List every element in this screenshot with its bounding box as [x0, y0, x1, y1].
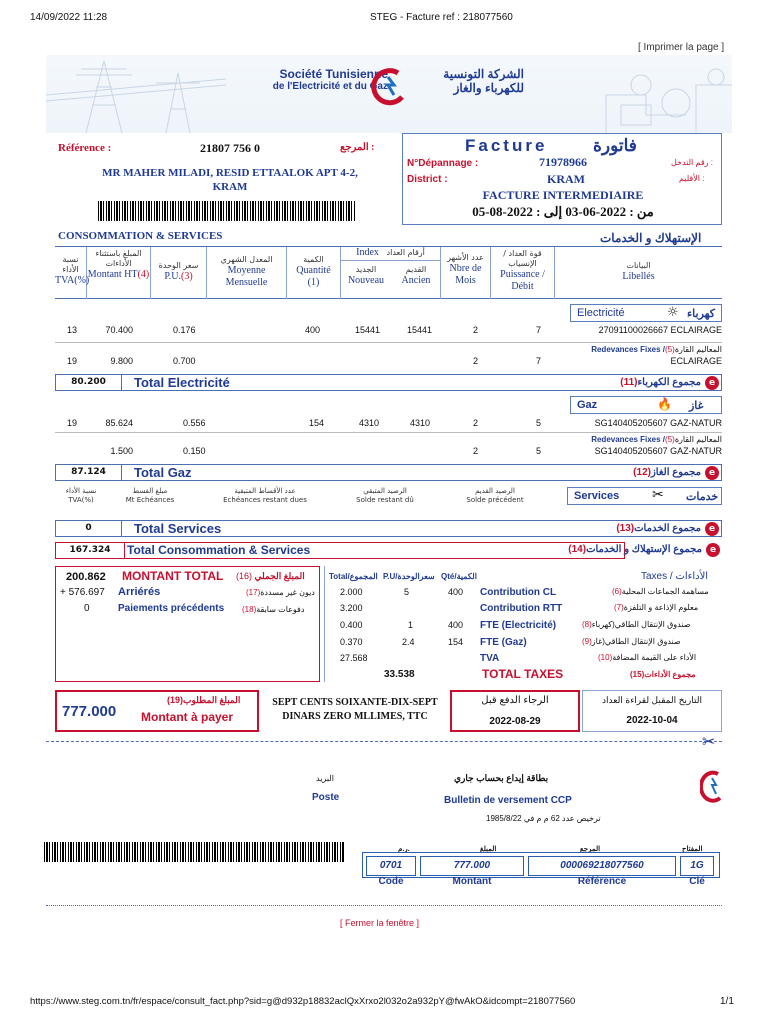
- th-ancien-ar: القديم: [405, 265, 427, 274]
- taxes-row: [324, 603, 722, 619]
- th-index-fr: Index: [356, 247, 379, 258]
- logo-fr-line1: Société Tunisienne: [279, 67, 388, 81]
- redevances-ar: المعاليم القارة: [674, 435, 722, 444]
- total-conso-value: 167.324: [55, 542, 125, 559]
- th-ancien-fr: Ancien: [401, 275, 431, 286]
- logo-fr-line2: de l'Electricité et du Gaz: [272, 81, 388, 92]
- invoice-box: [402, 133, 722, 225]
- total-conso-label-box: [125, 542, 625, 559]
- th-puissance-fr: Puissance / Débit: [500, 269, 545, 292]
- code-label: Code: [378, 876, 404, 887]
- customer-address: [70, 166, 390, 194]
- lightbulb-icon: ☼: [667, 305, 679, 320]
- district-label-ar: الأقليم :: [679, 174, 705, 183]
- th-puissance-ar: قوة العداد / الإنسياب: [503, 249, 542, 268]
- cell-libelle: SG140405205607 GAZ-NATUR: [594, 418, 722, 428]
- redevances-ar: المعاليم القارة: [674, 345, 722, 354]
- montant-a-payer-box: [55, 690, 259, 732]
- th-nouveau-fr: Nouveau: [347, 275, 385, 286]
- total-electricite-row: [55, 374, 722, 391]
- taxes-row: [324, 587, 722, 603]
- invoice-period: من : 2022-06-03 إلى : 2022-08-05: [472, 204, 654, 219]
- th-libelle-fr: Libellés: [622, 271, 655, 282]
- tax-total: 0.370: [340, 637, 363, 647]
- cell-pu: 0.150: [183, 446, 206, 456]
- cell-ht: 70.400: [105, 325, 133, 335]
- cell-libelle: ECLAIRAGE: [670, 356, 722, 366]
- cell-pu: 0.176: [173, 325, 196, 335]
- reference-ar: المرجع: [580, 846, 601, 853]
- cell-ht: 9.800: [110, 356, 133, 366]
- total-taxes-label: TOTAL TAXES: [482, 667, 564, 681]
- bottom-divider: [46, 905, 722, 906]
- tax-total: 3.200: [340, 603, 363, 613]
- due-date-value: 2022-08-29: [489, 716, 541, 727]
- th-puissance: [491, 247, 555, 299]
- paiements-label: Paiements précédents: [118, 603, 225, 614]
- total-gaz-ar: (12)مجموع الغاز: [633, 467, 701, 478]
- cell-qte: 154: [309, 418, 325, 428]
- logo-ar-line2: للكهرباء والغاز: [453, 81, 524, 95]
- ccp-fields: [362, 852, 720, 878]
- montant-value: 777.000: [420, 856, 524, 876]
- electricite-label-fr: Electricité: [577, 307, 625, 319]
- tax-ar: (6)مساهمة الجماعات المحلية: [612, 587, 709, 596]
- montant-total-value: 200.862: [66, 571, 106, 583]
- th-index: [341, 247, 441, 299]
- redevances-fr: Redevances Fixes /: [591, 435, 666, 444]
- customer-name-line1: MR MAHER MILADI, RESID ETTAALOK APT 4-2,: [102, 167, 358, 179]
- steg-mark-icon: e: [705, 466, 719, 480]
- cell-libelle: SG140405205607 GAZ-NATUR: [594, 446, 722, 456]
- tax-label: TVA: [480, 653, 500, 664]
- cell-tva: 13: [67, 325, 78, 335]
- payment-barcode: [44, 842, 344, 862]
- ccp-fr: Bulletin de versement CCP: [444, 795, 572, 806]
- th-libelle-ar: البيانات: [626, 261, 651, 270]
- tax-label: Contribution RTT: [480, 603, 563, 614]
- flame-icon: 🔥: [657, 397, 672, 411]
- print-datetime: 14/09/2022 11:28: [30, 12, 108, 23]
- services-label-fr: Services: [574, 490, 620, 502]
- th-mois-fr: Nbre de Mois: [449, 263, 482, 286]
- cell-ancien: 4310: [410, 418, 431, 428]
- tax-label: Contribution CL: [480, 587, 557, 598]
- tax-qte: 400: [448, 620, 464, 630]
- paiements-ar: (18)دفوعات سابقة: [242, 605, 305, 614]
- cell-ht: 85.624: [105, 418, 133, 428]
- payer-words: [262, 696, 448, 724]
- tools-icon: ✂: [652, 487, 664, 503]
- th-qte-ar: الكمية: [303, 255, 324, 264]
- arrieres-value: + 576.697: [60, 587, 105, 598]
- tax-label: FTE (Electricité): [480, 620, 557, 631]
- cell-tva: 19: [67, 418, 78, 428]
- section-title-ar: الإستهلاك و الخدمات: [600, 231, 702, 245]
- th-qte-num: (1): [307, 277, 320, 288]
- total-gaz-label: Total Gaz: [134, 465, 192, 480]
- due-date-box: [450, 690, 580, 732]
- tax-ar: (8)صندوق الإنتقال الطاقي(كهرباء: [582, 620, 691, 629]
- taxes-row: [324, 620, 722, 636]
- taxes-head-total: Total/المجموع: [329, 572, 378, 581]
- cell-qte: 400: [305, 325, 321, 335]
- invoice-title-ar: فاتورة: [593, 136, 637, 155]
- th-ht-ar: المبلغ باستثناء الأداءات: [95, 249, 142, 268]
- th-moyenne: [207, 247, 287, 299]
- reference-value: 000069218077560: [528, 856, 676, 876]
- total-conso-ar: (14)مجموع الإستهلاك و الخدمات: [568, 544, 702, 555]
- th-moy-fr: Moyenne Mensuelle: [225, 265, 268, 288]
- code-value: 0701: [366, 856, 416, 876]
- tax-pu: 2.4: [402, 637, 415, 647]
- th-nouveau-ar: الجديد: [355, 265, 377, 274]
- gaz-label-ar: غاز: [689, 400, 704, 412]
- cle-ar: المفتاح: [682, 846, 703, 853]
- code-ar: ر.م.: [398, 846, 410, 853]
- steg-mark-icon: e: [706, 543, 720, 557]
- taxes-head: Taxes / الأداءات: [641, 571, 709, 582]
- reference-label: Référence :: [58, 142, 112, 154]
- th-pu: [151, 247, 207, 299]
- total-electricite-label: Total Electricité: [134, 375, 230, 390]
- taxes-row: [324, 637, 722, 653]
- reference-label: Référence: [577, 876, 627, 887]
- cell-tva: 19: [67, 356, 78, 366]
- next-reading-value: 2022-10-04: [626, 715, 678, 726]
- payer-ar: (19)المبلغ المطلوب: [167, 695, 241, 705]
- tax-pu: 1: [408, 620, 414, 630]
- tax-total: 0.400: [340, 620, 363, 630]
- ccp-ar: بطاقة إيداع بحساب جاري: [454, 773, 549, 783]
- total-conso-row: [55, 542, 722, 559]
- payer-label: Montant à payer: [141, 710, 234, 724]
- close-window-link[interactable]: [ Fermer la fenêtre ]: [340, 918, 420, 928]
- total-services-label: Total Services: [134, 521, 222, 536]
- th-ht: [87, 247, 151, 299]
- th-svc-tva: نسبة الأداء TVA(%): [65, 487, 97, 504]
- print-page-number: 1/1: [720, 996, 734, 1007]
- tax-ar: (7)معلوم الإذاعة و التلفزة: [614, 603, 699, 612]
- th-tva: [55, 247, 90, 299]
- print-page-link[interactable]: [ Imprimer la page ]: [638, 42, 725, 53]
- tax-total: 2.000: [340, 587, 363, 597]
- row-divider: [55, 432, 722, 433]
- total-electricite-value: 80.200: [56, 375, 122, 390]
- cell-nouveau: 15441: [355, 325, 381, 335]
- th-index-ar: أرقام العداد: [386, 248, 425, 257]
- total-services-value: 0: [56, 521, 122, 536]
- taxes-head-qte: Qté/الكمية: [441, 572, 477, 581]
- electricite-redevances: [584, 345, 722, 354]
- reference-label-ar: المرجع :: [340, 142, 375, 153]
- th-svc-solde-restant: الرصيد المتبقي Solde restant dû: [356, 487, 414, 504]
- th-mois-ar: عدد الأشهر: [447, 253, 484, 262]
- cell-mois: 2: [473, 325, 479, 335]
- ccp-licence: ترخيص عدد 62 م م في 1985/8/22: [486, 814, 601, 823]
- th-moy-ar: المعدل الشهري: [220, 255, 273, 264]
- customer-barcode: [98, 201, 356, 221]
- th-pu-fr: P.U.(3): [164, 271, 193, 282]
- th-ht-fr: Montant HT(4): [87, 269, 150, 280]
- total-gaz-row: [55, 464, 722, 481]
- cut-line: [46, 741, 722, 742]
- services-label-ar: خدمات: [686, 491, 719, 503]
- th-tva-fr: TVA(%): [55, 275, 90, 286]
- th-tva-ar: نسبة الأداء: [62, 255, 79, 274]
- cell-mois: 2: [473, 418, 479, 428]
- tax-ar: (10)الأداء على القيمة المضافة: [598, 653, 697, 662]
- print-url: https://www.steg.com.tn/fr/espace/consult_fact.php?sid=g@d932p18832aclQxXrxo2l032o2a932pY@fwAkO&idcompt=218077560: [30, 996, 576, 1007]
- invoice-type: FACTURE INTERMEDIAIRE: [482, 188, 644, 202]
- redevances-fr: Redevances Fixes /: [591, 345, 666, 354]
- total-taxes-value: 33.538: [384, 669, 415, 680]
- montant-total-label: MONTANT TOTAL: [122, 569, 224, 583]
- tax-qte: 154: [448, 637, 464, 647]
- total-gaz-value: 87.124: [56, 465, 122, 480]
- arrieres-label: Arriérés: [118, 586, 161, 598]
- montant-ar: المبلغ: [480, 846, 497, 853]
- th-libelle: [555, 247, 722, 299]
- district-label: District :: [407, 174, 448, 185]
- cle-label: Clé: [689, 876, 705, 887]
- depannage-label: N°Dépannage :: [407, 158, 479, 169]
- cell-pu: 0.556: [183, 418, 206, 428]
- cell-pu: 0.700: [173, 356, 196, 366]
- th-qte-fr: Quantité: [296, 265, 331, 276]
- scissors-icon: ✂: [702, 732, 716, 751]
- total-electricite-ar: (11)مجموع الكهرباء: [620, 377, 701, 388]
- paiements-value: 0: [84, 603, 90, 614]
- arrieres-ar: (17)ديون غير مسددة: [246, 588, 315, 597]
- cell-puissance: 5: [536, 446, 542, 456]
- logo-ar-line1: الشركة التونسية: [443, 67, 524, 81]
- services-label-box: [567, 487, 722, 505]
- reference-value: 21807 756 0: [200, 141, 260, 155]
- cell-ancien: 15441: [407, 325, 433, 335]
- print-title: STEG - Facture ref : 218077560: [370, 12, 513, 23]
- cell-ht: 1.500: [110, 446, 133, 456]
- cell-mois: 2: [473, 356, 479, 366]
- poste-ar: البريد: [316, 774, 334, 783]
- depannage-label-ar: رقم التدخل :: [671, 158, 713, 167]
- redevances-num: (5): [665, 435, 675, 444]
- th-svc-mt: مبلغ القسط Mt Echéances: [125, 487, 175, 504]
- cle-value: 1G: [680, 856, 714, 876]
- next-reading-box: [582, 690, 722, 732]
- total-services-ar: (13)مجموع الخدمات: [616, 523, 701, 534]
- cell-puissance: 5: [536, 418, 542, 428]
- cell-nouveau: 4310: [359, 418, 380, 428]
- depannage-value: 71978966: [539, 155, 587, 169]
- header-banner: [46, 55, 732, 133]
- services-header: [55, 487, 565, 511]
- tax-total: 27.568: [340, 653, 368, 663]
- gaz-redevances: [570, 435, 722, 444]
- montant-box: [55, 566, 320, 682]
- tax-qte: 400: [448, 587, 464, 597]
- steg-logo-small-icon: [700, 770, 724, 807]
- poste-fr: Poste: [312, 792, 340, 803]
- cell-puissance: 7: [536, 325, 542, 335]
- cell-libelle: 27091100026667 ECLAIRAGE: [598, 325, 722, 335]
- payer-value: 777.000: [62, 703, 117, 720]
- redevances-num: (5): [665, 345, 675, 354]
- tax-ar: (9)صندوق الإنتقال الطاقي(غاز: [582, 637, 681, 646]
- section-title-fr: CONSOMMATION & SERVICES: [58, 230, 223, 242]
- th-mois: [441, 247, 491, 299]
- payer-words-line2: DINARS ZERO MLLIMES, TTC: [282, 711, 428, 722]
- payer-words-line1: SEPT CENTS SOIXANTE-DIX-SEPT: [272, 697, 438, 708]
- cell-puissance: 7: [536, 356, 542, 366]
- th-svc-solde-precedent: الرصيد القديم Solde précédent: [466, 487, 524, 504]
- customer-name-line2: KRAM: [212, 181, 248, 193]
- electricite-label-box: [570, 304, 722, 322]
- due-date-ar: الرجاء الدفع قبل: [481, 695, 549, 706]
- th-pu-ar: سعر الوحدة: [158, 261, 199, 270]
- row-divider: [55, 342, 722, 343]
- cell-mois: 2: [473, 446, 479, 456]
- gaz-label-fr: Gaz: [577, 399, 598, 411]
- montant-label: Montant: [452, 876, 492, 887]
- taxes-head-pu: P.U/سعرالوحدة: [383, 572, 435, 581]
- th-quantite: [287, 247, 341, 299]
- electricite-label-ar: كهرباء: [687, 308, 715, 320]
- gaz-label-box: [570, 396, 722, 414]
- invoice-title-fr: Facture: [465, 136, 548, 155]
- total-taxes-ar: (15)مجموع الأداءات: [630, 670, 696, 679]
- montant-total-ar: (16) المبلغ الجملي: [236, 571, 305, 581]
- tax-label: FTE (Gaz): [480, 637, 527, 648]
- table-header: [55, 247, 722, 299]
- steg-mark-icon: e: [705, 522, 719, 536]
- tax-pu: 5: [404, 587, 410, 597]
- district-value: KRAM: [547, 172, 585, 186]
- steg-mark-icon: e: [705, 376, 719, 390]
- next-reading-ar: التاريخ المقبل لقراءة العداد: [602, 695, 702, 705]
- th-svc-echeances: عدد الأقساط المتبقية Echéances restant dues: [223, 487, 307, 504]
- total-conso-label: Total Consommation & Services: [127, 543, 311, 557]
- logo-text-ar: [414, 67, 524, 95]
- total-services-row: [55, 520, 722, 537]
